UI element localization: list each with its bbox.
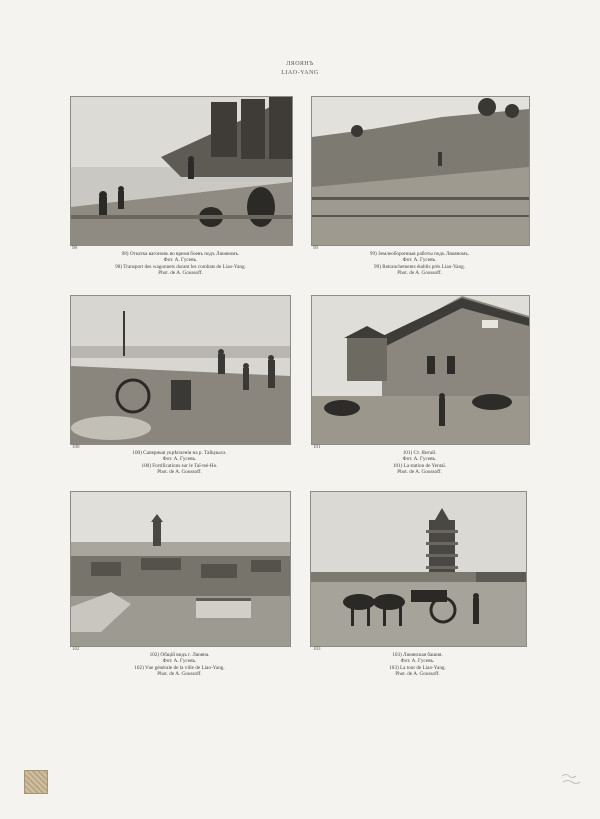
plate-caption xyxy=(70,450,289,476)
plate-caption xyxy=(70,251,291,277)
header-title-russian: ЛЯОЯНЪ xyxy=(286,61,314,67)
caption-russian: 103) Ляоянская башня. xyxy=(392,652,443,658)
photo-city-view xyxy=(70,491,291,647)
plate-caption xyxy=(311,450,528,476)
plate-number: 103 xyxy=(313,647,321,652)
caption-french: 99) Retranchements établis près Liao-Yang. xyxy=(374,263,465,270)
plate-number: 101 xyxy=(313,445,321,450)
caption-french: 98) Transport des wagonnets durant les combats de Liao-Yang. xyxy=(115,263,246,270)
header-title-latin: LIAO-YANG xyxy=(281,70,319,76)
caption-credit-french: Phot. de A. Goussoff. xyxy=(157,671,202,678)
page-header xyxy=(0,60,600,78)
plate-number: 102 xyxy=(72,647,80,652)
caption-credit-russian: Фот. А. Гусевъ. xyxy=(402,257,437,264)
caption-credit-russian: Фот. А. Гусевъ. xyxy=(162,456,197,463)
photo-retrenchments xyxy=(311,96,530,246)
caption-credit-french: Phot. de A. Goussoff. xyxy=(397,270,442,277)
photo-wagon-transport xyxy=(70,96,293,246)
caption-credit-russian: Фот. А. Гусевъ. xyxy=(400,658,435,665)
photo-pagoda-tower xyxy=(310,491,527,647)
caption-russian: 99) Землеоборонныя работы подъ Ляояномъ. xyxy=(369,251,470,257)
caption-russian: 102) Общій видъ г. Ляояна. xyxy=(149,652,210,658)
caption-credit-russian: Фот. А. Гусевъ. xyxy=(162,658,197,665)
caption-russian: 100) Саперныя укрѣпленія на р. Тайцзыхэ. xyxy=(132,450,227,456)
plate-number: 100 xyxy=(72,445,80,450)
caption-credit-french: Phot. de A. Goussoff. xyxy=(157,469,202,476)
caption-credit-russian: Фот. А. Гусевъ. xyxy=(163,257,198,264)
plate-number: 98 xyxy=(72,246,77,251)
caption-credit-russian: Фот. А. Гусевъ. xyxy=(402,456,437,463)
plate-caption xyxy=(70,652,289,678)
caption-credit-french: Phot. de A. Goussoff. xyxy=(397,469,442,476)
photo-fortifications xyxy=(70,295,291,445)
pencil-mark xyxy=(560,772,582,786)
plate-caption xyxy=(311,251,528,277)
caption-russian: 101) Ст. Янтай. xyxy=(402,450,437,456)
caption-russian: 98) Откатка вагоновъ во время боевъ подъ Ляояномъ. xyxy=(121,251,240,257)
caption-credit-french: Phot. de A. Goussoff. xyxy=(395,671,440,678)
caption-french: 100) Fortifications sur le Taï-tsé-Ho. xyxy=(141,462,218,469)
photo-station xyxy=(311,295,530,445)
caption-french: 102) Vue générale de la ville de Liao-Yang. xyxy=(134,664,225,671)
plate-number: 99 xyxy=(313,246,318,251)
caption-credit-french: Phot. de A. Goussoff. xyxy=(158,270,203,277)
library-stamp xyxy=(24,770,48,794)
plate-caption xyxy=(310,652,525,678)
caption-french: 101) La station de Yentaï. xyxy=(392,462,447,469)
caption-french: 103) La tour de Liao-Yang. xyxy=(389,664,446,671)
